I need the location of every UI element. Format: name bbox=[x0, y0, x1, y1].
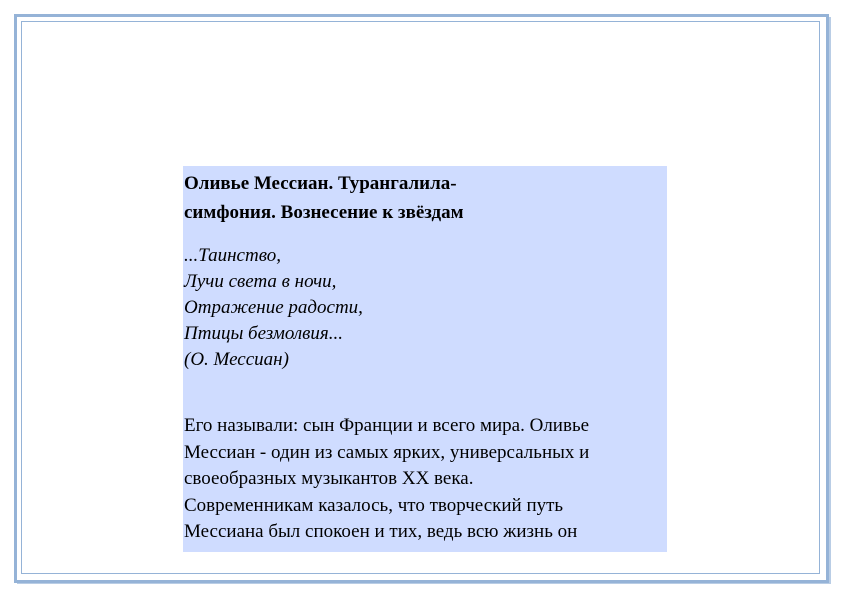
epigraph-line: Лучи света в ночи, bbox=[184, 271, 337, 292]
body-line: своеобразных музыкантов XX века. bbox=[184, 468, 474, 489]
body-line: Мессиана был спокоен и тих, ведь всю жизнь он bbox=[184, 521, 578, 542]
epigraph-poem bbox=[184, 243, 667, 373]
epigraph-attribution: (О. Мессиан) bbox=[184, 349, 289, 370]
document-title bbox=[183, 166, 524, 227]
epigraph-line: Птицы безмолвия... bbox=[184, 323, 344, 344]
body-line: Современникам казалось, что творческий путь bbox=[184, 494, 564, 516]
body-line: Его называли: сын Франции и всего мира. Оливье bbox=[184, 415, 590, 436]
epigraph-line: ...Таинство, bbox=[184, 245, 281, 266]
text-block bbox=[183, 166, 667, 552]
body-line: Мессиан - один из самых ярких, универсальных и bbox=[184, 441, 590, 463]
body-paragraph bbox=[184, 413, 667, 546]
title-line: Оливье Мессиан. Турангалила- bbox=[184, 173, 457, 194]
epigraph-line: Отражение радости, bbox=[184, 297, 363, 318]
title-line: симфония. Вознесение к звёздам bbox=[184, 202, 464, 223]
